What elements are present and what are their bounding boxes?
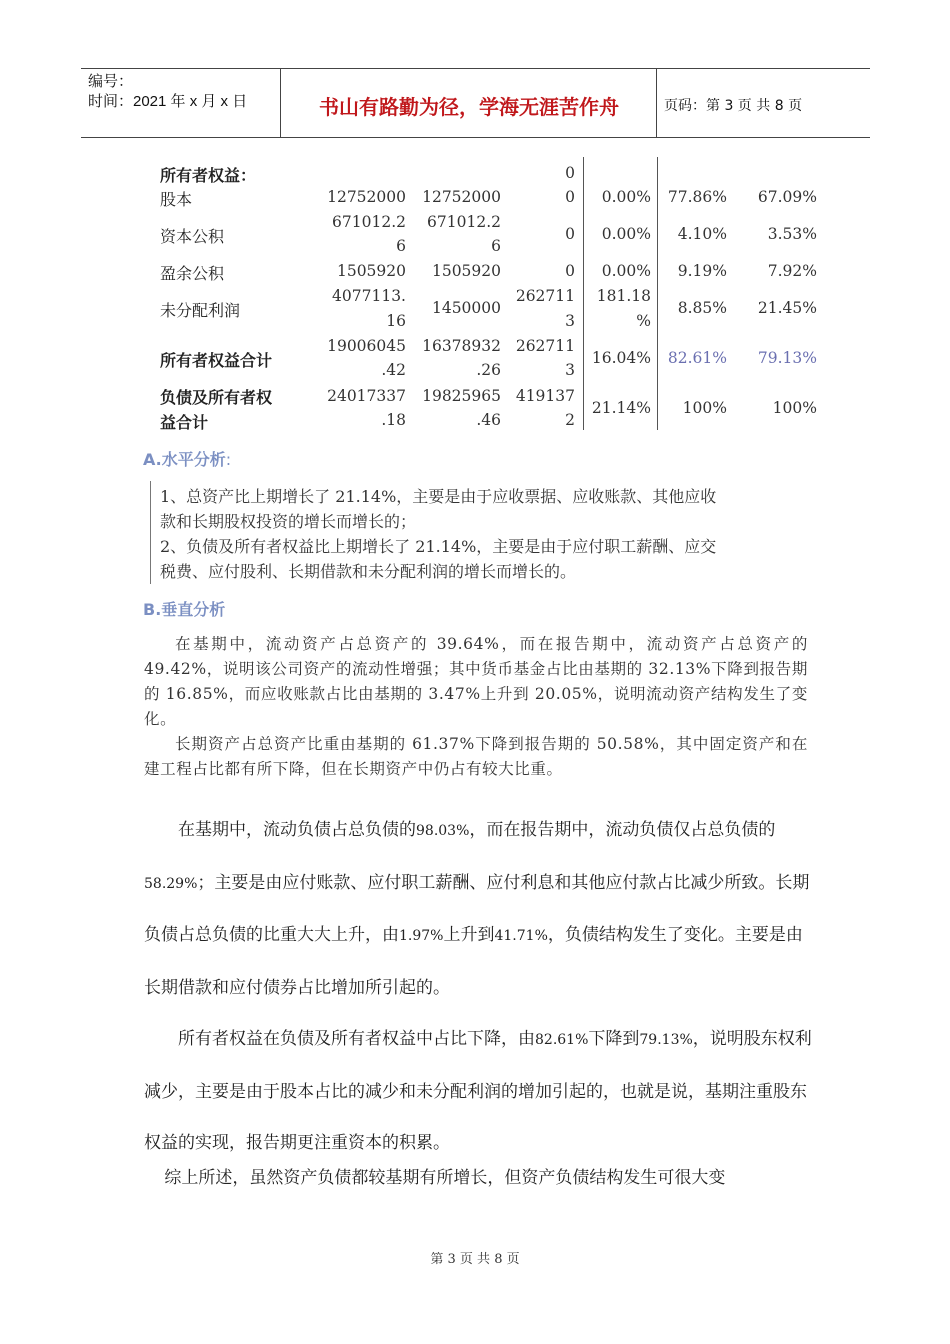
header-meta <box>88 72 247 112</box>
table-cell: 12752000 <box>422 188 501 206</box>
table-cell: % <box>636 312 651 330</box>
table-cell: 16378932 <box>422 337 501 355</box>
text-line: 1、总资产比上期增长了 21.14%，主要是由于应收票据、应收账款、其他应收 <box>160 487 717 506</box>
paragraph <box>144 805 814 1014</box>
table-cell: 6 <box>396 237 406 255</box>
row-label: 负债及所有者权 <box>160 388 273 407</box>
table-cell: 1505920 <box>336 262 406 280</box>
header-divider <box>280 68 281 137</box>
table-cell: 0 <box>565 225 575 243</box>
table-cell: 12752000 <box>327 188 406 206</box>
number-run: 58.29% <box>144 875 198 892</box>
table-cell: 0 <box>565 188 575 206</box>
table-cell: 67.09% <box>757 188 817 206</box>
table-cell: 9.19% <box>677 262 727 280</box>
table-cell: 16.04% <box>591 349 651 367</box>
number-run: 98.03% <box>416 823 470 839</box>
table-cell: 19006045 <box>327 337 406 355</box>
doc-number-label: 编号： <box>88 73 134 90</box>
number-run: 79.13% <box>639 1032 693 1048</box>
analysis-conclusion <box>144 1153 824 1205</box>
header-divider <box>656 68 657 137</box>
table-cell: 671012.2 <box>427 213 501 231</box>
table-cell: 1450000 <box>431 299 501 317</box>
table-cell: 4.10% <box>677 225 727 243</box>
text-run: ；主要是由应付账款、应付职工薪酬、应付利息和其他应付款占比减少所致。长期负债占总负债的比重大大上升，由 <box>144 872 810 945</box>
table-cell: 262711 <box>515 287 575 305</box>
text-line: 款和长期股权投资的增长而增长的； <box>160 512 417 531</box>
table-cell-highlight: 79.13% <box>757 349 817 367</box>
page-footer: 第 3 页 共 8 页 <box>430 1252 520 1267</box>
table-cell: 1505920 <box>431 262 501 280</box>
table-cell: 3.53% <box>767 225 817 243</box>
table-cell: 0 <box>565 262 575 280</box>
table-cell: 21.14% <box>591 399 651 417</box>
text-run: ，说明股东权利减少，主要是由于股本占比的减少和未分配利润的增加引起的，也就是说，基期注重股东权益的实现，报告期更注重资本的积累。 <box>144 1029 812 1153</box>
table-cell: 19825965 <box>422 387 501 405</box>
table-cell: 7.92% <box>767 262 817 280</box>
table-cell: 0.00% <box>601 225 651 243</box>
table-cell: 3 <box>565 312 575 330</box>
table-col-divider <box>657 157 658 430</box>
row-label: 盈余公积 <box>160 264 225 283</box>
table-cell: 0.00% <box>601 262 651 280</box>
row-label: 未分配利润 <box>160 301 241 320</box>
text-run: 下降到 <box>588 1029 640 1049</box>
vertical-analysis-text <box>144 632 808 782</box>
table-cell: 0.00% <box>601 188 651 206</box>
table-col-divider <box>583 157 584 430</box>
table-cell: 100% <box>682 399 727 417</box>
table-cell: 262711 <box>515 337 575 355</box>
section-heading-horizontal <box>143 447 231 470</box>
text-line: 2、负债及所有者权益比上期增长了 21.14%，主要是由于应付职工薪酬、应交 <box>160 537 717 556</box>
table-cell: 8.85% <box>677 299 727 317</box>
table-cell: 419137 <box>515 387 575 405</box>
header-page-info: 页码：第 3 页 共 8 页 <box>664 98 803 114</box>
table-cell: 2 <box>565 411 575 429</box>
quote-bar <box>150 481 151 584</box>
text-run: 在基期中，流动负债占总负债的 <box>178 820 416 840</box>
table-cell: 77.86% <box>667 188 727 206</box>
doc-time-label: 时间：2021 年 x 月 x 日 <box>88 93 248 110</box>
table-cell: 24017337 <box>327 387 406 405</box>
table-section-title: 所有者权益： <box>160 166 257 185</box>
table-cell: .42 <box>381 361 406 379</box>
paragraph: 综上所述，虽然资产负债都较基期有所增长，但资产负债结构发生可很大变 <box>164 1168 726 1188</box>
number-run: 1.97% <box>399 928 444 944</box>
table-cell: 16 <box>386 312 406 330</box>
analysis-body <box>144 805 814 1170</box>
header-motto: 书山有路勤为径，学海无涯苦作舟 <box>319 95 619 119</box>
table-cell: 0 <box>565 164 575 182</box>
text-run: ，而在报告期中，流动负债仅占总负债的 <box>469 820 776 840</box>
number-run: 41.71% <box>494 928 548 944</box>
table-cell-highlight: 82.61% <box>667 349 727 367</box>
table-cell: 3 <box>565 361 575 379</box>
section-heading-vertical: B.垂直分析 <box>143 600 226 619</box>
section-heading-text: A.水平分析 <box>143 450 226 469</box>
table-cell: 671012.2 <box>332 213 406 231</box>
row-label: 益合计 <box>160 413 209 432</box>
table-cell: 21.45% <box>757 299 817 317</box>
table-cell: 100% <box>772 399 817 417</box>
section-heading-suffix: : <box>225 450 232 469</box>
paragraph: 在基期中，流动资产占总资产的 39.64%，而在报告期中，流动资产占总资产的 49.42%，说明该公司资产的流动性增强；其中货币基金占比由基期的 32.13%下降到报告期的 16.85%，而应收账款占比由基期的 3.47%上升到 20.05%，说明流动资产结构发生了变化。 <box>144 635 808 728</box>
table-cell: .46 <box>476 411 501 429</box>
table-cell: .18 <box>381 411 406 429</box>
text-line: 税费、应付股利、长期借款和未分配利润的增长而增长的。 <box>160 562 577 581</box>
text-run: ，负债结构发生了变化。主要是由长期借款和应付债券占比增加所引起的。 <box>144 925 803 998</box>
text-run: 上升到 <box>443 925 495 945</box>
table-cell: 181.18 <box>596 287 651 305</box>
number-run: 82.61% <box>535 1032 589 1048</box>
row-label: 股本 <box>160 190 193 209</box>
table-cell: .26 <box>476 361 501 379</box>
paragraph: 长期资产占总资产比重由基期的 61.37%下降到报告期的 50.58%，其中固定资产和在建工程占比都有所下降，但在长期资产中仍占有较大比重。 <box>144 735 808 778</box>
row-label: 所有者权益合计 <box>160 351 273 370</box>
row-label: 资本公积 <box>160 227 225 246</box>
table-cell: 4077113. <box>332 287 406 305</box>
text-run: 所有者权益在负债及所有者权益中占比下降，由 <box>178 1029 535 1049</box>
paragraph <box>144 1014 814 1170</box>
horizontal-analysis-text <box>160 484 716 584</box>
table-cell: 6 <box>491 237 501 255</box>
